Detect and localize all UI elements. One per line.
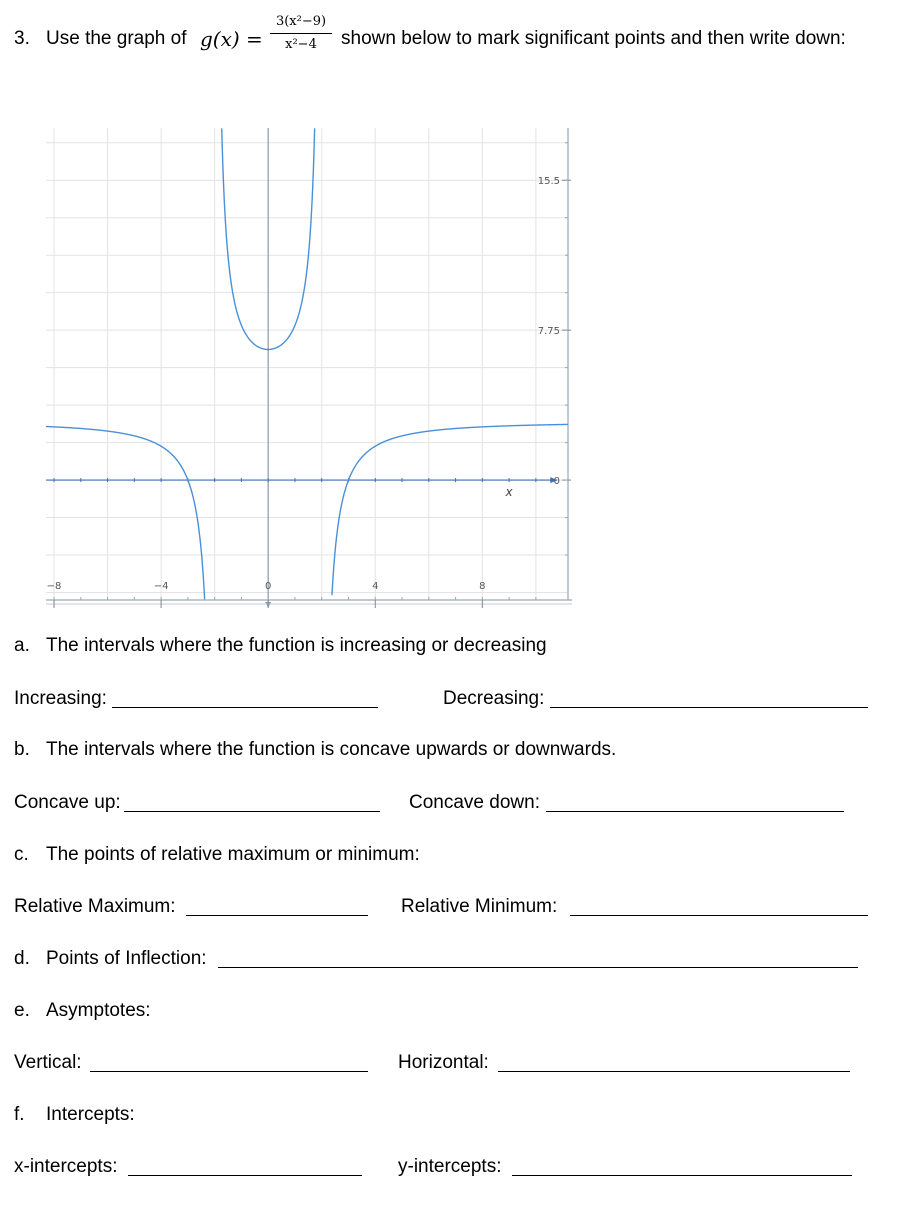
horizontal-asymptote-answer-line[interactable] — [498, 1071, 850, 1072]
concave-down-label: Concave down: — [409, 792, 540, 813]
part-e-label: e. — [14, 1000, 30, 1021]
part-c-text: The points of relative maximum or minimum: — [46, 844, 420, 865]
part-f-text: Intercepts: — [46, 1104, 135, 1125]
vertical-asymptote-answer-line[interactable] — [90, 1071, 368, 1072]
relative-minimum-answer-line[interactable] — [570, 915, 868, 916]
chart-ticks — [47, 143, 571, 608]
function-curve-branch-3 — [332, 424, 568, 595]
part-a-text: The intervals where the function is increasing or decreasing — [46, 635, 547, 656]
part-b-text: The intervals where the function is concave upwards or downwards. — [46, 739, 617, 760]
chart-grid — [46, 128, 568, 600]
relative-maximum-answer-line[interactable] — [186, 915, 368, 916]
part-c-label: c. — [14, 844, 29, 865]
part-d-label: d. — [14, 948, 30, 969]
function-curve-branch-1 — [46, 427, 205, 600]
x-axis-tick-label: −8 — [46, 581, 62, 592]
concave-up-answer-line[interactable] — [124, 811, 380, 812]
relative-minimum-label: Relative Minimum: — [401, 896, 558, 917]
part-b-label: b. — [14, 739, 30, 760]
function-name: g(x) = — [200, 27, 263, 51]
part-d-text: Points of Inflection: — [46, 948, 207, 969]
x-axis-tick-label: 4 — [372, 581, 379, 592]
x-intercepts-label: x-intercepts: — [14, 1156, 118, 1177]
question-number: 3. — [14, 28, 30, 49]
increasing-label: Increasing: — [14, 688, 107, 709]
y-axis-tick-label: 15.5 — [537, 176, 560, 188]
question-suffix: shown below to mark significant points and then write down: — [341, 28, 846, 49]
question-prefix: Use the graph of — [46, 28, 187, 49]
increasing-answer-line[interactable] — [112, 707, 378, 708]
fraction-denominator: x²−4 — [285, 37, 317, 52]
y-axis-tick-label: 0 — [553, 476, 560, 488]
decreasing-answer-line[interactable] — [550, 707, 868, 708]
chart-curves — [46, 128, 568, 599]
part-f-label: f. — [14, 1104, 25, 1125]
concave-down-answer-line[interactable] — [546, 811, 844, 812]
y-intercepts-label: y-intercepts: — [398, 1156, 502, 1177]
part-a-label: a. — [14, 635, 30, 656]
x-axis-tick-label: −4 — [153, 581, 169, 592]
horizontal-asymptote-label: Horizontal: — [398, 1052, 489, 1073]
x-intercepts-answer-line[interactable] — [128, 1175, 362, 1176]
part-e-text: Asymptotes: — [46, 1000, 151, 1021]
inflection-answer-line[interactable] — [218, 967, 858, 968]
fraction-numerator: 3(x²−9) — [275, 14, 327, 29]
y-axis-tick-label: 7.75 — [537, 326, 560, 338]
y-intercepts-answer-line[interactable] — [512, 1175, 852, 1176]
x-axis-label: x — [505, 485, 513, 500]
x-axis-tick-label: 8 — [479, 581, 486, 592]
x-axis-tick-label: 0 — [264, 581, 272, 592]
vertical-asymptote-label: Vertical: — [14, 1052, 82, 1073]
relative-maximum-label: Relative Maximum: — [14, 896, 176, 917]
decreasing-label: Decreasing: — [443, 688, 545, 709]
concave-up-label: Concave up: — [14, 792, 121, 813]
